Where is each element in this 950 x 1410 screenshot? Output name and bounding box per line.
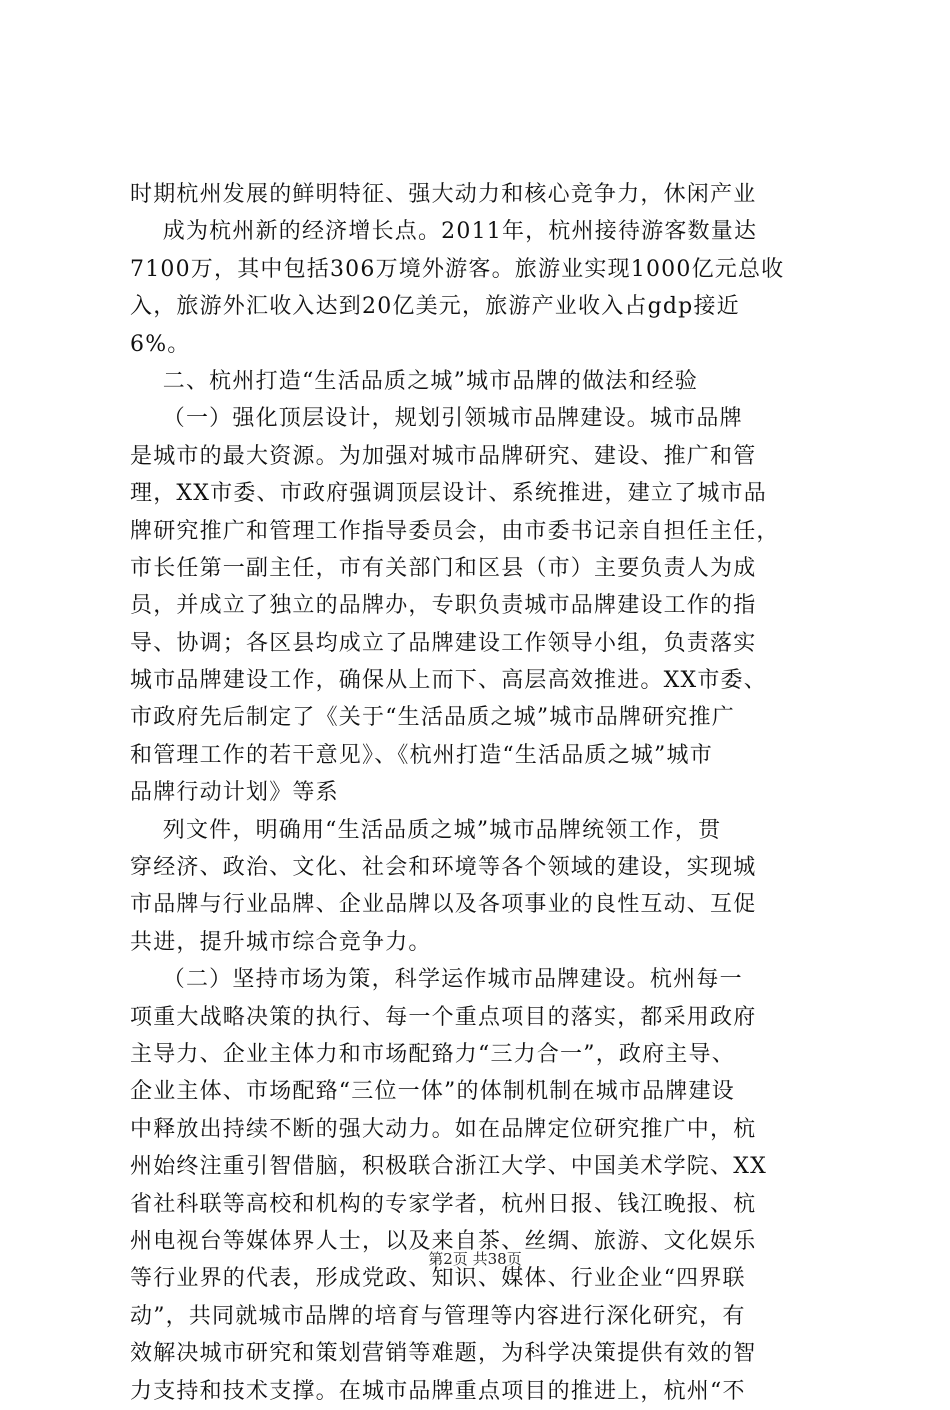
text-line: 入，旅游外汇收入达到20亿美元，旅游产业收入占gdp接近 <box>130 294 740 320</box>
text-line: 共进，提升城市综合竞争力。 <box>130 929 432 955</box>
text-line: 穿经济、政治、文化、社会和环境等各个领域的建设，实现城 <box>130 855 757 881</box>
text-line: 和管理工作的若干意见》、《杭州打造“生活品质之城”城市 <box>130 742 713 768</box>
text-line: 动”，共同就城市品牌的培育与管理等内容进行深化研究，有 <box>130 1303 746 1329</box>
text-line: 力支持和技术支撑。在城市品牌重点项目的推进上，杭州“不 <box>130 1378 746 1404</box>
text-line: 市长任第一副主任，市有关部门和区县（市）主要负责人为成 <box>130 555 757 581</box>
text-line: 州电视台等媒体界人士，以及来自茶、丝绸、旅游、文化娱乐 <box>130 1228 757 1254</box>
text-line: 是城市的最大资源。为加强对城市品牌研究、建设、推广和管 <box>130 443 757 469</box>
text-line: 省社科联等高校和机构的专家学者，杭州日报、钱江晚报、杭 <box>130 1191 757 1217</box>
text-line: （二）坚持市场为策，科学运作城市品牌建设。杭州每一 <box>130 967 743 993</box>
text-line: 6%。 <box>130 331 191 357</box>
text-line: 主导力、企业主体力和市场配臵力“三力合一”，政府主导、 <box>130 1041 735 1067</box>
text-line: 市品牌与行业品牌、企业品牌以及各项事业的良性互动、互促 <box>130 892 757 918</box>
text-line: 中释放出持续不断的强大动力。如在品牌定位研究推广中，杭 <box>130 1116 757 1142</box>
text-line: （一）强化顶层设计，规划引领城市品牌建设。城市品牌 <box>130 406 743 432</box>
text-line: 员，并成立了独立的品牌办，专职负责城市品牌建设工作的指 <box>130 593 757 619</box>
page-footer: 第2页 共38页 <box>428 1250 522 1268</box>
text-line: 品牌行动计划》等系 <box>130 780 339 806</box>
text-line: 导、协调；各区县均成立了品牌建设工作领导小组，负责落实 <box>130 630 757 656</box>
text-line: 等行业界的代表，形成党政、知识、媒体、行业企业“四界联 <box>130 1266 746 1292</box>
text-line: 城市品牌建设工作，确保从上而下、高层高效推进。XX市委、 <box>130 668 767 694</box>
text-line: 牌研究推广和管理工作指导委员会，由市委书记亲自担任主任， <box>130 518 780 544</box>
text-line: 成为杭州新的经济增长点。2011年，杭州接待游客数量达 <box>130 219 758 245</box>
body-text <box>130 176 830 1410</box>
text-line: 理，XX市委、市政府强调顶层设计、系统推进，建立了城市品 <box>130 481 767 507</box>
text-line: 7100万，其中包括306万境外游客。旅游业实现1000亿元总收 <box>130 256 785 282</box>
text-line: 列文件，明确用“生活品质之城”城市品牌统领工作，贯 <box>130 817 722 843</box>
text-line: 项重大战略决策的执行、每一个重点项目的落实，都采用政府 <box>130 1004 757 1030</box>
text-line: 市政府先后制定了《关于“生活品质之城”城市品牌研究推广 <box>130 705 735 731</box>
text-line: 州始终注重引智借脑，积极联合浙江大学、中国美术学院、XX <box>130 1154 767 1180</box>
text-line: 效解决城市研究和策划营销等难题，为科学决策提供有效的智 <box>130 1341 757 1367</box>
text-line: 二、杭州打造“生活品质之城”城市品牌的做法和经验 <box>130 368 699 394</box>
text-line: 时期杭州发展的鲜明特征、强大动力和核心竞争力，休闲产业 <box>130 182 757 207</box>
text-line: 企业主体、市场配臵“三位一体”的体制机制在城市品牌建设 <box>130 1079 735 1105</box>
